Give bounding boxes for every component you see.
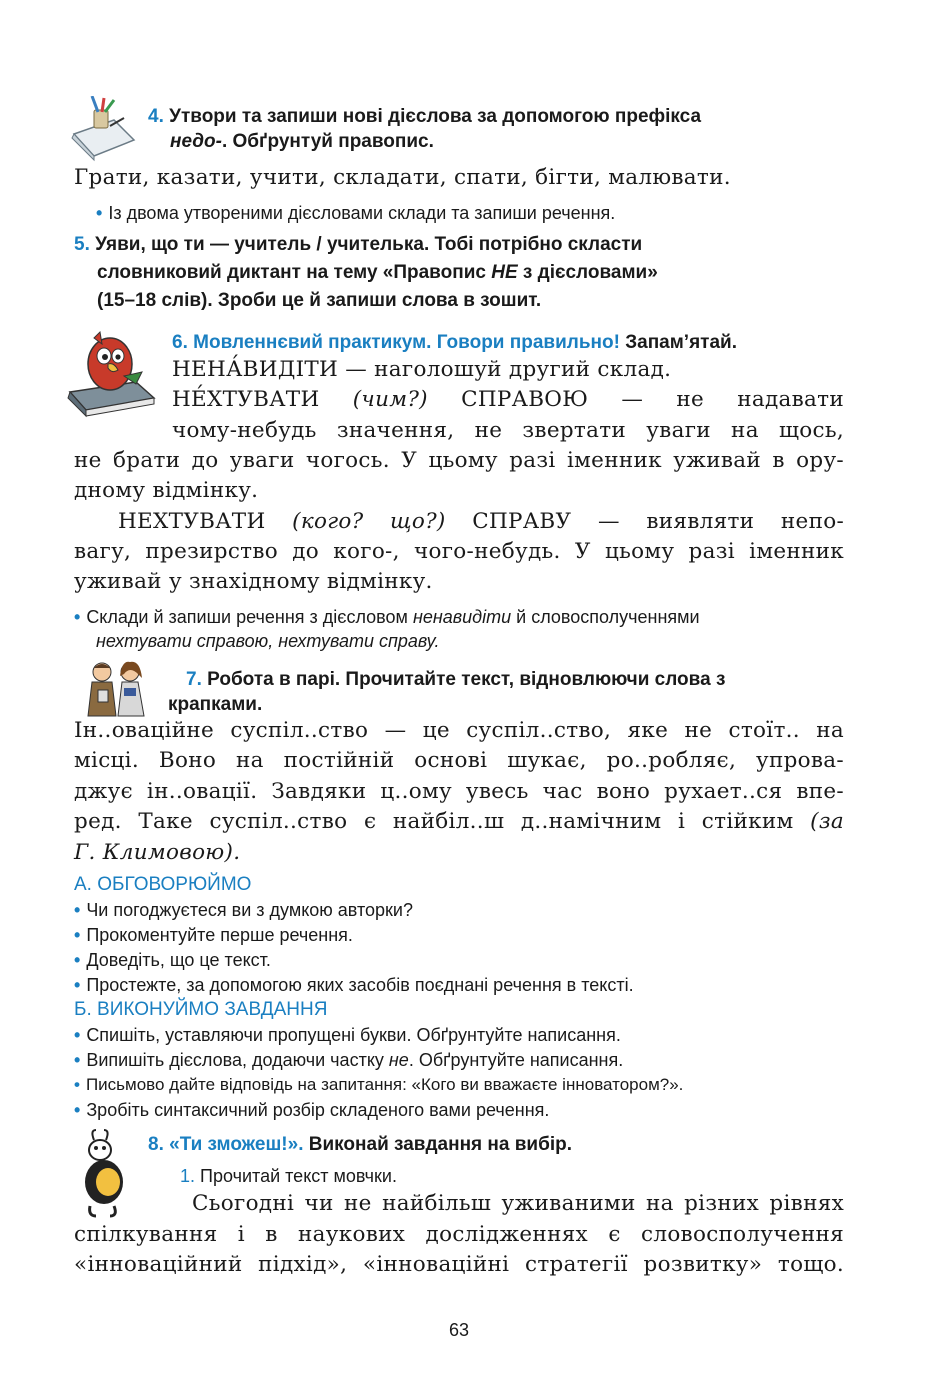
section-b-item: Випишіть дієслова, додаючи частку — [86, 1050, 389, 1070]
task5-line2b: з дієсловами» — [517, 262, 658, 283]
task6-line7: вагу, презирство до кого-, чого-небудь. У цьому разі іменник — [74, 539, 844, 564]
task6-line4: не брати до уваги чогось. У цьому разі іменник уживай в ору- — [74, 448, 844, 473]
task6-line3: чому-небудь значення, не звертати уваги на щось, — [172, 418, 844, 443]
task7-text1: Ін..оваційне суспіл..ство — це суспіл..ство, яке не стоїт.. на — [74, 718, 844, 743]
task6-bullet-a: Склади й запиши речення з дієсловом — [86, 607, 413, 627]
bullet-icon: • — [74, 1025, 81, 1045]
task8-paragraph1: Сьогодні чи не найбільш уживаними на різних рівнях — [192, 1191, 844, 1216]
task5-line2a: словниковий диктант на тему «Правопис — [97, 262, 492, 283]
task8-number: 8. — [148, 1134, 164, 1155]
section-a-item: Прокоментуйте перше речення. — [86, 925, 353, 945]
parrot-on-book-icon — [66, 326, 158, 418]
task6-line1: НЕНА́ВИДІТИ — наголошуй другий склад. — [172, 357, 672, 382]
section-b-item-end: . Обґрунтуйте написання. — [408, 1050, 624, 1070]
task7-source-author: Г. Климовою). — [74, 840, 241, 865]
section-a-item: Простежте, за допомогою яких засобів поєднані речення в тексті. — [86, 975, 634, 995]
section-b-item: Зробіть синтаксичний розбір складеного вами речення. — [86, 1100, 550, 1120]
bullet-icon: • — [74, 607, 81, 627]
task7-text4: ред. Таке суспіл..ство є найбіл..ш д..намічним і стійким — [74, 809, 794, 834]
task7-number: 7. — [186, 669, 202, 690]
task4-words: Грати, казати, учити, складати, спати, бігти, малювати. — [74, 165, 731, 190]
task6-line8: уживай у знахідному відмінку. — [74, 569, 433, 594]
section-b-item: Письмово дайте відповідь на запитання: «Кого ви вважаєте інноватором?». — [85, 1075, 684, 1094]
bullet-icon: • — [74, 900, 81, 920]
task6-line2b: СПРАВОЮ — не надавати — [461, 387, 844, 412]
bullet-icon: • — [74, 1100, 81, 1120]
task6-remember: Запам’ятай. — [625, 332, 737, 353]
task4-title-end: . Обґрунтуй правопис. — [221, 131, 434, 152]
task5-ne: НЕ — [491, 262, 518, 283]
pupils-pair-icon — [72, 660, 160, 718]
bullet-icon: • — [74, 950, 81, 970]
task4-prefix: недо- — [170, 131, 222, 152]
task5-line3: (15–18 слів). Зроби це й запиши слова в зошит. — [97, 290, 542, 311]
task6-bullet-phrases: нехтувати справою, нехтувати справу. — [96, 631, 440, 651]
task7-text3: джує ін..овації. Завдяки ц..ому увесь час воно рухает..ся впе- — [74, 779, 844, 804]
section-a-item: Чи погоджуєтеся ви з думкою авторки? — [86, 900, 413, 920]
task6-bullet-verb: ненавидіти — [412, 607, 512, 627]
task6-line6a: НЕХТУВАТИ — [118, 509, 266, 534]
section-a-item: Доведіть, що це текст. — [86, 950, 271, 970]
bullet-icon: • — [74, 925, 81, 945]
task6-line5: дному відмінку. — [74, 478, 259, 503]
section-b-heading: Б. ВИКОНУЙМО ЗАВДАННЯ — [74, 999, 328, 1020]
task5-number: 5. — [74, 234, 90, 255]
task4-number: 4. — [148, 106, 164, 127]
task6-number: 6. — [172, 332, 188, 353]
task8-paragraph3: «інноваційний підхід», «інноваційні стратегії розвитку» тощо. — [74, 1252, 844, 1277]
page-number: 63 — [448, 1320, 470, 1340]
task8-paragraph2: спілкування і в наукових дослідженнях є словосполучення — [74, 1222, 844, 1247]
task6-title: Мовленнєвий практикум. Говори правильно! — [193, 332, 620, 353]
section-b-item: Спишіть, уставляючи пропущені букви. Обґрунтуйте написання. — [86, 1025, 621, 1045]
task7-source-start: (за — [810, 809, 844, 834]
task6-bullet-b: й словосполученнями — [511, 607, 700, 627]
bullet-icon: • — [96, 203, 103, 223]
task6-question1: (чим?) — [352, 387, 428, 412]
bullet-icon: • — [74, 1050, 81, 1070]
cartoon-bug-icon — [80, 1128, 130, 1220]
task7-title-end: крапками. — [168, 694, 263, 715]
section-a-heading: А. ОБГОВОРЮЙМО — [74, 874, 252, 895]
task8-sub-number: 1. — [180, 1166, 196, 1186]
task8-title: «Ти зможеш!». — [169, 1134, 304, 1155]
bullet-icon: • — [74, 975, 81, 995]
task6-question2: (кого? що?) — [292, 509, 446, 534]
task6-line6b: СПРАВУ — виявляти непо- — [472, 509, 845, 534]
task5-line1: Уяви, що ти — учитель / учителька. Тобі потрібно скласти — [95, 234, 643, 255]
bullet-icon: • — [74, 1075, 80, 1094]
task8-subtitle: Виконай завдання на вибір. — [308, 1134, 573, 1155]
task4-bullet: Із двома утвореними дієсловами склади та запиши речення. — [108, 203, 616, 223]
notebook-pencils-icon — [68, 96, 140, 162]
task7-title: Робота в парі. Прочитайте текст, відновлюючи слова з — [207, 669, 726, 690]
task6-line2a: НЕ́ХТУВАТИ — [172, 387, 320, 412]
task4-title: Утвори та запиши нові дієслова за допомогою префікса — [169, 106, 702, 127]
section-b-particle: не — [388, 1050, 409, 1070]
task8-sub-text: Прочитай текст мовчки. — [200, 1166, 397, 1186]
task7-text2: місці. Воно на постійній основі шукає, ро..робляє, упрова- — [74, 748, 844, 773]
